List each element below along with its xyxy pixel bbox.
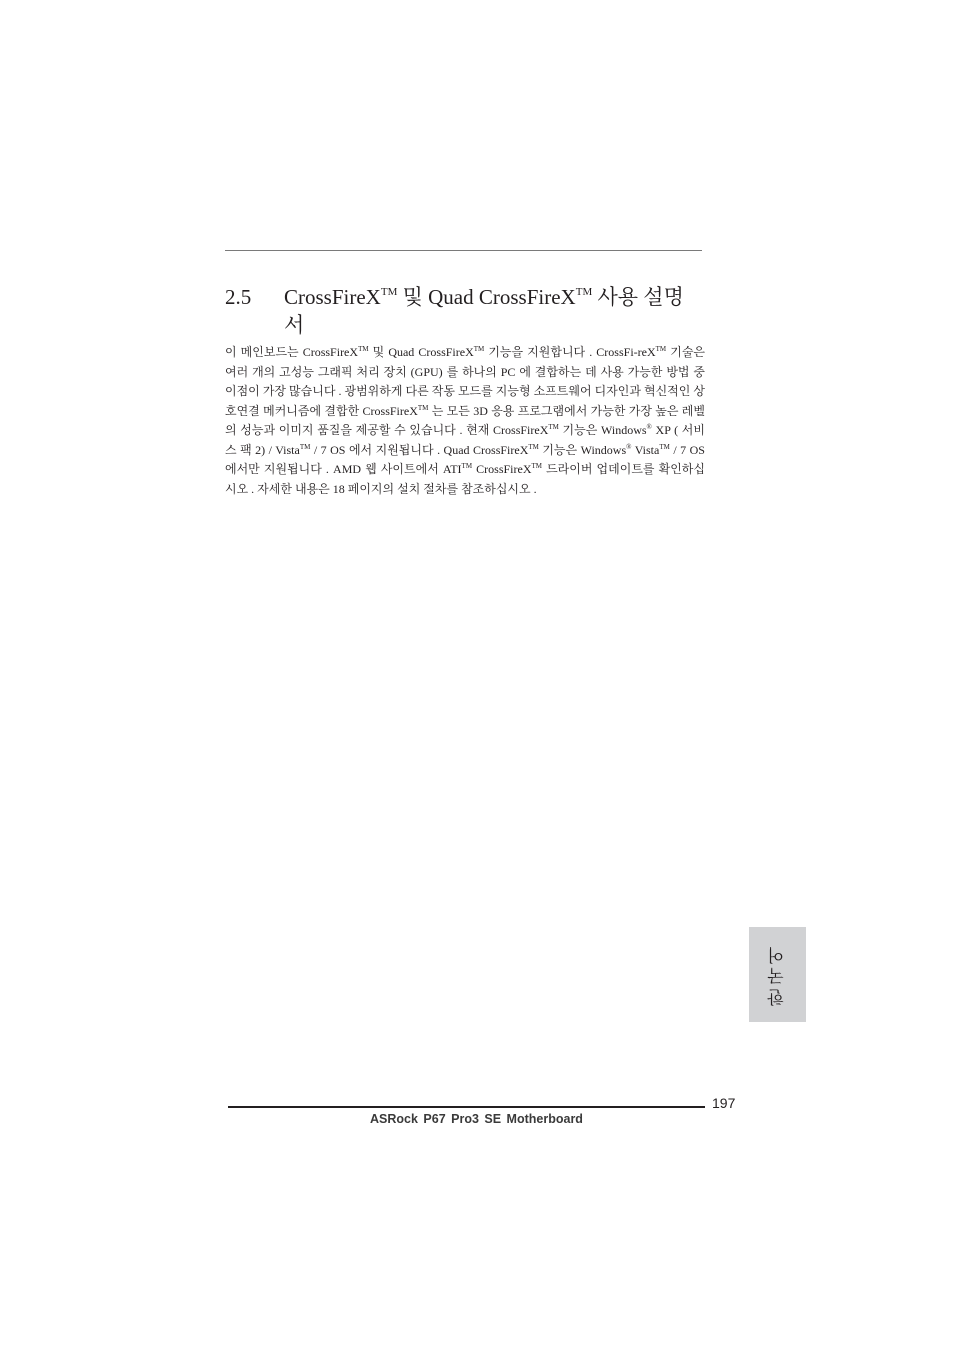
- trademark-mark: TM: [575, 286, 593, 298]
- title-text-1: CrossFireX: [284, 285, 381, 309]
- body-text-1: 이 메인보드는 CrossFireX: [225, 345, 359, 359]
- trademark-mark: TM: [659, 442, 670, 451]
- section-number: 2.5: [225, 285, 252, 309]
- body-text-12: CrossFireX: [472, 462, 532, 476]
- title-text-2: 및 Quad CrossFireX: [397, 285, 576, 309]
- body-text-9: 기능은 Windows: [538, 442, 627, 457]
- trademark-mark: TM: [528, 442, 539, 451]
- trademark-mark: TM: [417, 403, 429, 412]
- footer-rule: [228, 1106, 705, 1108]
- footer-title: ASRock P67 Pro3 SE Motherboard: [370, 1112, 583, 1126]
- body-text-7: XP ( 서비스 팩 2) / Vista: [225, 423, 705, 457]
- trademark-mark: TM: [548, 423, 559, 431]
- body-text-10: Vista: [631, 442, 660, 457]
- body-text-2: 및 Quad CrossFireX: [368, 345, 474, 359]
- trademark-mark: TM: [380, 286, 398, 298]
- body-text-8: / 7 OS 에서 지원됩니다 . Quad CrossFireX: [310, 442, 529, 457]
- language-tab: [749, 927, 806, 1022]
- title-text-3: 사용 설명서: [284, 285, 684, 337]
- page-number: 197: [712, 1095, 736, 1111]
- language-tab-label: 한국어: [768, 943, 788, 1006]
- trademark-mark: TM: [358, 345, 369, 353]
- section-title: [284, 283, 704, 339]
- trademark-mark: TM: [299, 442, 311, 451]
- body-text-13: 드라이버 업데이트를 확인하십시오 . 자세한 내용은 18 페이지의 설치 절차를 참조하십시오 .: [225, 462, 705, 496]
- trademark-mark: TM: [655, 345, 667, 353]
- body-text-3: 기능을 지원합니다 . CrossFi-reX: [484, 345, 656, 359]
- body-text-4: 기술은 여러 개의 고성능 그래픽 처리 장치 (GPU) 를 하나의 PC 에 결합하는 데 사용 가능한 방법 중 이점이 가장 많습니다 . 광범위하게 다른 작동 모드를 지능형 소프트웨어 디자인과 혁신적인 상호연결 메커니즘에 결합한 CrossFireX: [225, 345, 705, 418]
- registered-mark: ®: [646, 423, 652, 431]
- body-paragraph: [225, 343, 705, 499]
- body-text-5: 는 모든 3D 응용 프로그램에서 가능한 가장 높은 레벨의 성능과 이미지 품질을 제공할 수 있습니다 . 현재 CrossFireX: [225, 403, 705, 437]
- trademark-mark: TM: [461, 462, 473, 470]
- body-text-11: / 7 OS 에서만 지원됩니다 . AMD 웹 사이트에서 ATI: [225, 442, 705, 476]
- trademark-mark: TM: [531, 462, 542, 470]
- top-rule: [225, 250, 702, 251]
- trademark-mark: TM: [473, 345, 485, 353]
- registered-mark: ®: [626, 442, 632, 451]
- body-text-6: 기능은 Windows: [558, 423, 647, 437]
